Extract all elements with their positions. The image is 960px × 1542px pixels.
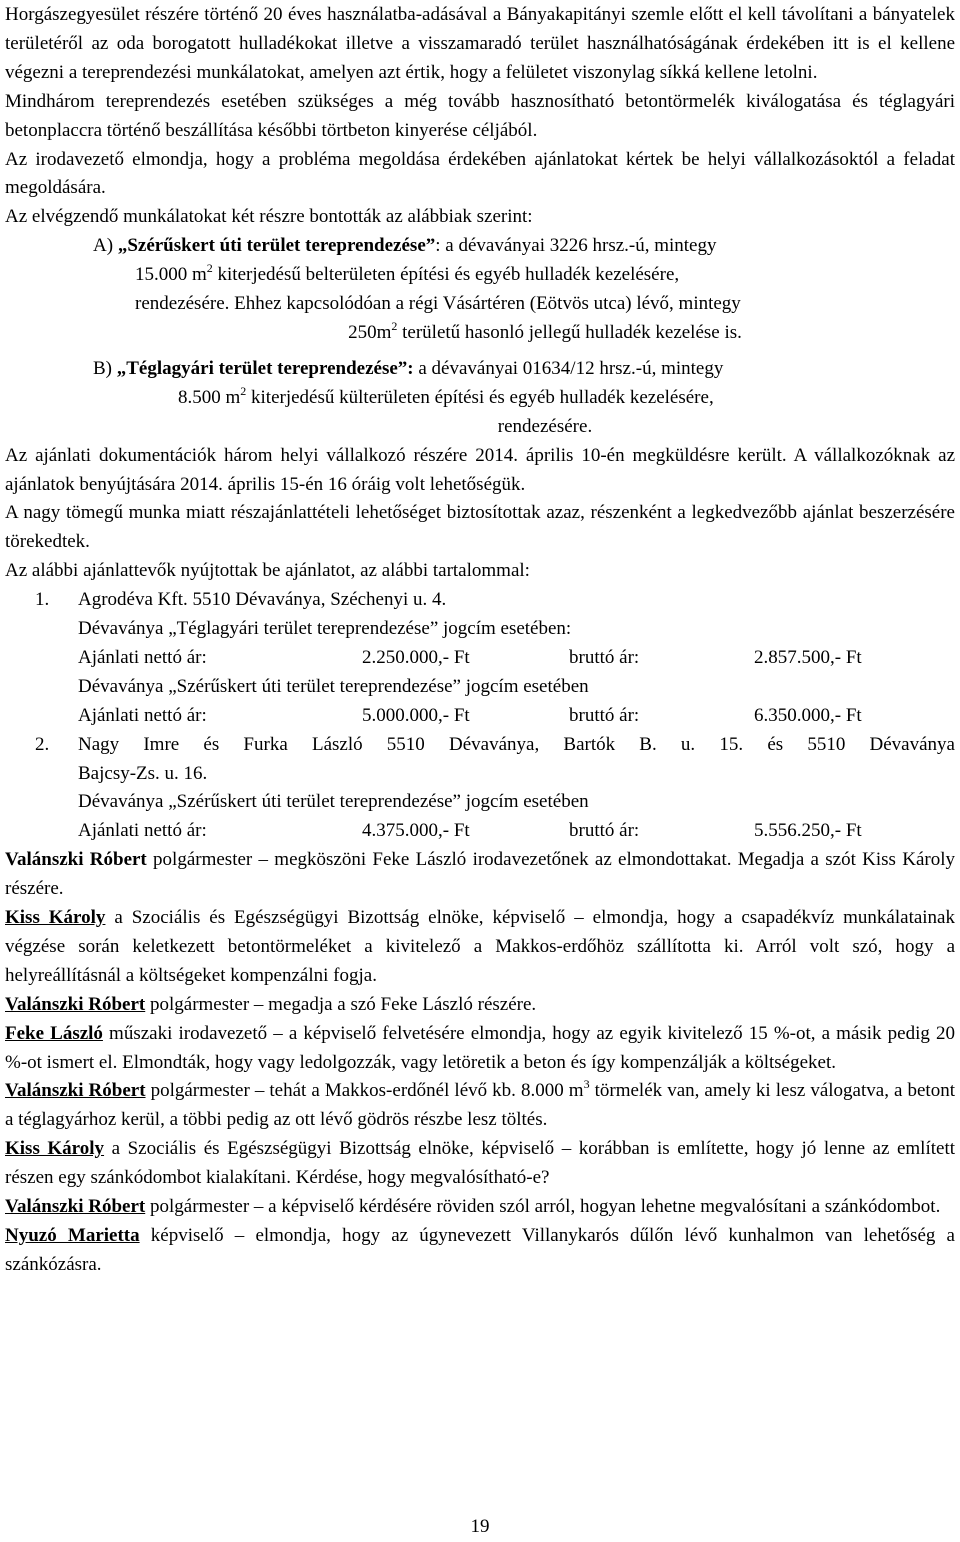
speaker-name: Kiss Károly: [5, 1138, 105, 1160]
speaker-name: Valánszki Róbert: [5, 849, 147, 871]
dialogue-1: Valánszki Róbert polgármester – megköszöni Feke László irodavezetőnek az elmondottakat. Megadja a szót Kiss Károly részére.: [5, 849, 955, 900]
dialogue-3: Valánszki Róbert polgármester – megadja a szó Feke László részére.: [5, 993, 537, 1015]
item-a-title: „Szérűskert úti terület tereprendezése”: [117, 235, 436, 257]
dialogue-6: Kiss Károly a Szociális és Egészségügyi Bizottság elnöke, képviselő – korábban is említette, hogy jó lenne az említett részen egy szánkódombot kialakítani. Kérdése, hogy megvalósítható-e?: [5, 1138, 955, 1189]
offer-2-name: Nagy Imre és Furka László 5510 Dévaványa, Bartók B. u. 15. és 5510 Dévaványa: [78, 733, 955, 755]
item-b-title: „Téglagyári terület tereprendezése”:: [116, 357, 414, 379]
offer-1: 1. Agrodéva Kft. 5510 Dévaványa, Széchenyi u. 4. Dévaványa „Téglagyári terület tereprendezése” jogcím esetében: Ajánlati nettó ár: 2.250.000,- Ft bruttó ár: 2.857.500,- Ft Dévaványa „Szérűskert úti terület tereprendezése” jogcím esetében Ajánlati nettó ár: 5.000.000,- Ft bruttó ár: 6.350.000,- Ft: [5, 586, 955, 731]
offer-list: [5, 586, 955, 846]
speaker-name: Valánszki Róbert: [5, 1196, 146, 1218]
page-number: 19: [470, 1516, 490, 1537]
item-b-rest: a dévaványai 01634/12 hrsz.-ú, mintegy: [413, 357, 724, 379]
dialogue-8: Nyuzó Marietta képviselő – elmondja, hogy az úgynevezett Villanykarós dűlőn lévő kunhalmon van lehetőség a szánkózásra.: [5, 1225, 955, 1275]
paragraph-intro-1: Horgászegyesület részére történő 20 éves használatba-adásával a Bányakapitányi szemle előtt el kell távolítani a bányatelek területéről az oda borogatott hulladékokat illetve a visszamaradó terület használhatóságának érdekében itt is el kellene végezni a tereprendezési munkálatokat, amelyen azt értik, hogy a felületet viszonylag síkká kellene letolni.: [5, 4, 955, 83]
item-a-rest: : a dévaványai 3226 hrsz.-ú, mintegy: [435, 235, 717, 257]
document-page: [5, 1, 955, 1280]
speaker-name: Kiss Károly: [5, 907, 106, 929]
speaker-name: Valánszki Róbert: [5, 1080, 146, 1102]
paragraph-intro-4: Az elvégzendő munkálatokat két részre bontották az alábbiak szerint:: [5, 206, 533, 228]
paragraph-intro-3: Az irodavezető elmondja, hogy a probléma megoldása érdekében ajánlatokat kértek be helyi vállalkozásoktól a feladat megoldására.: [5, 148, 955, 199]
offer-1-name: Agrodéva Kft. 5510 Dévaványa, Széchenyi u. 4.: [78, 589, 447, 611]
item-b-label: B): [93, 357, 112, 379]
speaker-name: Valánszki Róbert: [5, 993, 146, 1015]
item-a: A) „Szérűskert úti terület tereprendezése”: a dévaványai 3226 hrsz.-ú, mintegy 15.000 $m^2$ kiterjedésű belterületen építési és egyéb hulladék kezelésére, rendezésére. Ehhez kapcsolódóan a régi Vásártéren (Eötvös utca) lévő, mintegy $250m^2$ területű hasonló jellegű hulladék kezelése is.: [93, 235, 742, 343]
price-row: Ajánlati nettó ár: 4.375.000,- Ft bruttó ár: 5.556.250,- Ft: [78, 820, 862, 842]
dialogue-4: Feke László műszaki irodavezető – a képviselő felvetésére elmondja, hogy az egyik kivitelező 15 %-ot, a másik pedig 20 %-ot ismert el. Elmondták, hogy vagy ledolgozzák, vagy letöretik a beton és így kompenzálják a költségeket.: [5, 1022, 955, 1073]
item-b: B) „Téglagyári terület tereprendezése”: a dévaványai 01634/12 hrsz.-ú, mintegy 8.500 $m^2$ kiterjedésű külterületen építési és egyéb hulladék kezelésére, rendezésére.: [93, 357, 724, 437]
speaker-name: Nyuzó Marietta: [5, 1225, 140, 1247]
paragraph-intro-2: Mindhárom tereprendezés esetében szükséges a még tovább hasznosítható betontörmelék kiválogatása és téglagyári betonplaccra történő beszállítása későbbi törtbeton kinyerése céljából.: [5, 90, 955, 141]
price-row: Ajánlati nettó ár: 2.250.000,- Ft bruttó ár: 2.857.500,- Ft: [78, 646, 862, 668]
price-row: Ajánlati nettó ár: 5.000.000,- Ft bruttó ár: 6.350.000,- Ft: [78, 704, 862, 726]
item-a-label: A): [93, 235, 114, 257]
dialogue-7: Valánszki Róbert polgármester – a képviselő kérdésére röviden szól arról, hogyan lehetne megvalósítani a szánkódombot.: [5, 1196, 941, 1218]
offer-2: 2. Nagy Imre és Furka László 5510 Dévaványa, Bartók B. u. 15. és 5510 Dévaványa Bajcsy-Zs. u. 16. Dévaványa „Szérűskert úti terület tereprendezése” jogcím esetében Ajánlati nettó ár: 4.375.000,- Ft bruttó ár: 5.556.250,- Ft: [5, 731, 955, 847]
dialogue-5: Valánszki Róbert polgármester – tehát a Makkos-erdőnél lévő kb. 8.000 $m^3$ törmelék van, amely ki lesz válogatva, a betont a téglagyárhoz kerül, a többi pedig az ott lévő gödrös részbe lesz töltés.: [5, 1077, 955, 1131]
paragraph-docs-3: Az alábbi ajánlattevők nyújtottak be ajánlatot, az alábbi tartalommal:: [5, 560, 530, 582]
speaker-name: Feke László: [5, 1022, 103, 1044]
dialogue-2: Kiss Károly a Szociális és Egészségügyi Bizottság elnöke, képviselő – elmondja, hogy a csapadékvíz munkálatainak végzése során keletkezett betontörmeléket a kivitelező a Makkos-erdőhöz szállította ki. Arról volt szó, hogy a helyreállításnál a költségeket kompenzálni fogja.: [5, 907, 955, 986]
paragraph-docs-1: Az ajánlati dokumentációk három helyi vállalkozó részére 2014. április 10-én megküldésre került. A vállalkozóknak az ajánlatok benyújtására 2014. április 15-én 16 óráig volt lehetőségük.: [5, 444, 955, 495]
paragraph-docs-2: A nagy tömegű munka miatt részajánlattételi lehetőséget biztosítottak azaz, részenként a legkedvezőbb ajánlat beszerzésére törekedtek.: [5, 502, 955, 553]
